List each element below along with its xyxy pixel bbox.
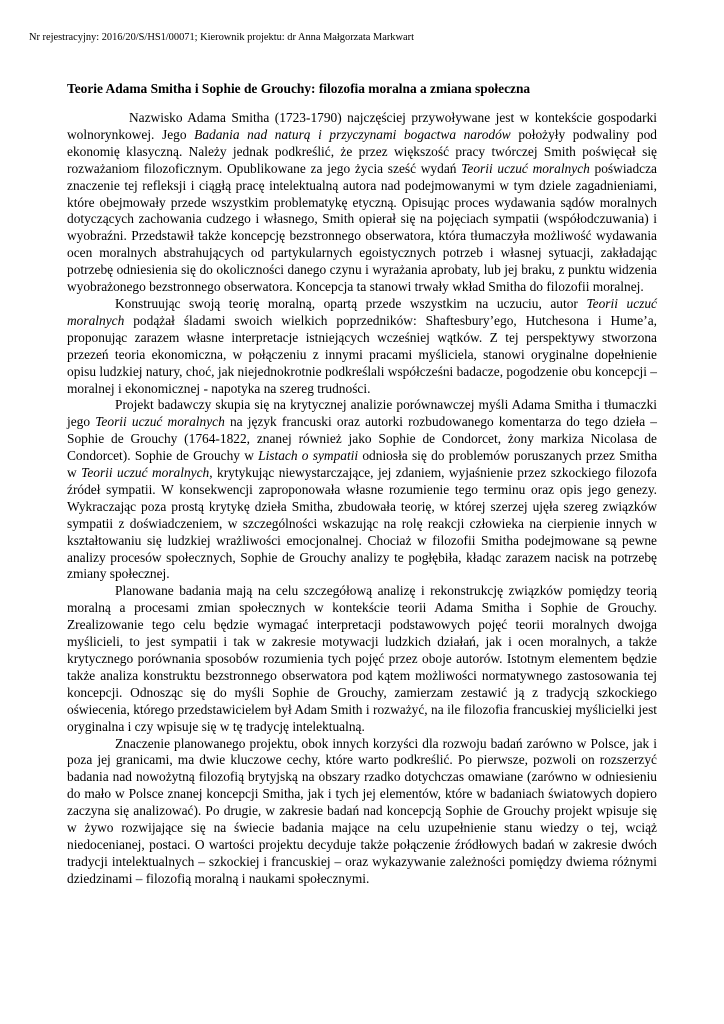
paragraph-text: na język francuski oraz autorki rozbudowanego komentarza do tego dzieła – Sophie de Grouchy (1764-1822, znanej również jako Sophie de Condorcet, żony markiza Nicolasa de Condorcet). Sophie de Grouchy w — [67, 414, 657, 464]
italic-title-text: Badania nad naturą i przyczynami bogactwa narodów — [194, 126, 511, 142]
paragraph — [67, 296, 657, 397]
paragraph-text: Projekt badawczy skupia się na krytycznej analizie porównawczej myśli Adama Smitha i tłumaczki jego — [67, 397, 657, 430]
document-body — [67, 110, 657, 888]
paragraph-text: Znaczenie planowanego projektu, obok innych korzyści dla rozwoju badań zarówno w Polsce, jak i poza jej granicami, ma dwie kluczowe cechy, które warto podkreślić. Po pierwsze, pozwoli on rozszerzyć badania nad nowożytną filozofią brytyjską na obszary rzadko dotychczas omawiane (zarówno w odniesieniu do mało w Polsce znanej koncepcji Smitha, jak i tych jej elementów, które w badaniach światowych dopiero zaczyna się analizować). Po drugie, w zakresie badań nad koncepcją Sophie de Grouchy projekt wpisuje się w żywo rozwijające się na świecie badania mające na celu uzupełnienie stanu wiedzy o tej, wciąż niedocenianej, postaci. O wartości projektu decyduje także połączenie źródłowych badań w zakresie dwóch tradycji intelektualnych – szkockiej i francuskiej – oraz wykazywanie zależności pomiędzy dwiema różnymi dziedzinami – filozofią moralną i naukami społecznymi. — [67, 735, 657, 886]
italic-title-text: Teorii uczuć moralnych — [461, 160, 590, 176]
italic-title-text: Teorii uczuć moralnych — [67, 295, 657, 328]
paragraph-text: Nazwisko Adama Smitha (1723-1790) najczęściej przywoływane jest w kontekście gospodarki wolnorynkowej. Jego — [67, 110, 657, 142]
paragraph — [67, 736, 657, 888]
registration-header: Nr rejestracyjny: 2016/20/S/HS1/00071; Kierownik projektu: dr Anna Małgorzata Markwart — [29, 32, 414, 43]
paragraph-text: podążał śladami swoich wielkich poprzedników: Shaftesbury’ego, Hutchesona i Hume’a, proponując zarazem własne interpretacje istniejących wcześniej wątków. Z tej perspektywy stworzona przezeń teoria ekonomiczna, w połączeniu z innymi pracami myśliciela, stanowi oryginalne dopełnienie opisu ludzkiej natury, choć, jak niejednokrotnie podkreślali współcześni badacze, pogodzenie obu koncepcji – moralnej i ekonomicznej - napotyka na szereg trudności. — [67, 312, 657, 396]
paragraph — [67, 397, 657, 583]
paragraph-text: , krytykując niewystarczające, jej zdaniem, wyjaśnienie przez szkockiego filozofa źródeł sympatii. W konsekwencji zaproponowała własne rozumienie tego terminu oraz opis jego genezy. Wykraczając poza prostą krytykę dzieła Smitha, zbudowała teorię, w której szerzej ujęła szereg związków sympatii z doświadczeniem, w szczególności wskazując na rolę reakcji człowieka na cierpienie innych w kształtowaniu się ludzkiej wrażliwości emocjonalnej. Chociaż w filozofii Smitha podejmowane są pewne analizy procesów społecznych, Sophie de Grouchy analizy te pogłębiła, kładąc zarazem nacisk na potrzebę zmiany społecznej. — [67, 465, 657, 582]
paragraph-text: poświadcza znaczenie tej refleksji i ciągłą pracę intelektualną autora nad podejmowanymi w tym dziele zagadnieniami, które obejmowały przede wszystkim problematykę etyczną. Opisując proces wydawania sądów moralnych dotyczących zachowania cudzego i własnego, Smith opierał się na pojęciach sympatii (współodczuwania) i wyobraźni. Przedstawił także koncepcję bezstronnego obserwatora, która tłumaczyła możliwość wydawania ocen moralnych abstrahujących od partykularnych egoistycznych potrzeb i własnej sytuacji, zakładając potrzebę odniesienia się do okoliczności danego czynu i wyrażania aprobaty, lub jej braku, z punktu widzenia wyobrażonego bezstronnego obserwatora. Koncepcja ta stanowi trwały wkład Smitha do filozofii moralnej. — [67, 160, 658, 295]
paragraph — [67, 110, 657, 296]
document-title: Teorie Adama Smitha i Sophie de Grouchy: filozofia moralna a zmiana społeczna — [67, 81, 531, 96]
paragraph — [67, 583, 657, 735]
paragraph-text: położyły podwaliny pod ekonomię klasyczną. Należy jednak podkreślić, że przez większość pracy twórczej Smith poświęcał się rozważaniom filozoficznym. Opublikowane za jego życia sześć wydań — [67, 126, 657, 176]
paragraph-text: Konstruując swoją teorię moralną, opartą przede wszystkim na uczuciu, autor — [115, 295, 587, 311]
italic-title-text: Teorii uczuć moralnych — [81, 465, 210, 481]
paragraph-text: Planowane badania mają na celu szczegółową analizę i rekonstrukcję związków pomiędzy teorią moralną a procesami zmian społecznych w kontekście teorii Adama Smitha i Sophie de Grouchy. Zrealizowanie tego celu będzie wymagać interpretacji podstawowych pojęć teorii moralnych dwojga myślicieli, to jest sympatii i tak w zakresie motywacji ludzkich działań, jak i ocen moralnych, a także krytycznego porównania sposobów rozumienia tych pojęć przez oboje autorów. Istotnym elementem będzie także analiza konstruktu bezstronnego obserwatora pod kątem możliwości normatywnego zastosowania tej koncepcji. Odnosząc się do myśli Sophie de Grouchy, zamierzam zestawić ją z tradycją szkockiego oświecenia, którego przedstawicielem był Adam Smith i rozważyć, na ile filozofia francuskiej myślicielki jest oryginalna i czy wpisuje się w tę tradycję intelektualną. — [67, 583, 657, 734]
italic-title-text: Listach o sympatii — [258, 448, 359, 464]
paragraph-text: odniosła się do problemów poruszanych przez Smitha w — [67, 448, 658, 481]
italic-title-text: Teorii uczuć moralnych — [95, 414, 225, 430]
